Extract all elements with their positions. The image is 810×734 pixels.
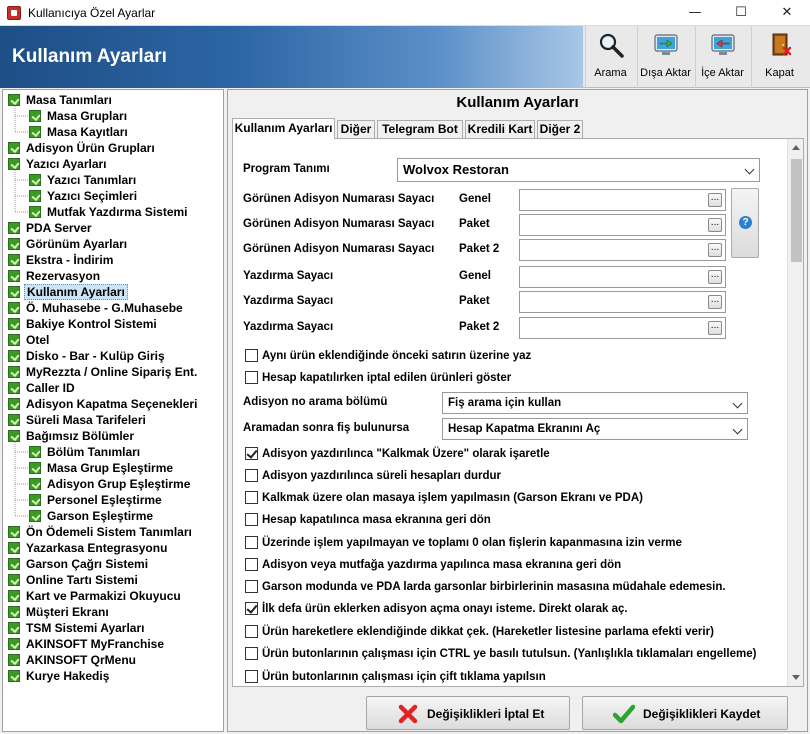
option-checkbox[interactable]: [245, 371, 511, 387]
chevron-down-icon: [745, 165, 755, 175]
tree-node-icon: [29, 462, 41, 474]
tree-node-icon: [29, 494, 41, 506]
tree-node-icon: [8, 558, 20, 570]
tree-item-label: Ö. Muhasebe - G.Muhasebe: [26, 301, 183, 315]
option-checkbox[interactable]: [245, 647, 756, 663]
tree-item-label: Adisyon Kapatma Seçenekleri: [26, 397, 198, 411]
tree-item-label: Adisyon Ürün Grupları: [26, 141, 155, 155]
import-tool-button[interactable]: [695, 26, 749, 88]
tree-item[interactable]: [8, 428, 136, 444]
option-label: Ürün butonlarının çalışması için CTRL ye basılı tutulsun. (Yanlışlıkla tıklamaları engelleme): [262, 648, 757, 660]
ellipsis-icon[interactable]: ...: [708, 218, 722, 232]
counter-input[interactable]: [519, 189, 726, 211]
tree-item-label: PDA Server: [26, 221, 92, 235]
tree-item[interactable]: [8, 348, 167, 364]
option-checkbox[interactable]: [245, 491, 643, 507]
tree-node-icon: [29, 446, 41, 458]
vertical-scrollbar[interactable]: [787, 139, 804, 686]
tree-item[interactable]: [29, 172, 138, 188]
tree-node-icon: [8, 654, 20, 666]
counter-input[interactable]: [519, 317, 726, 339]
option-label: Üzerinde işlem yapılmayan ve toplamı 0 olan fişlerin kapanmasına izin verme: [262, 537, 682, 549]
tree-node-icon: [8, 142, 20, 154]
tree-item-label: Yazıcı Seçimleri: [47, 189, 138, 203]
option-label: Adisyon yazdırılınca süreli hesapları durdur: [262, 470, 502, 482]
option-checkbox[interactable]: [245, 670, 546, 686]
tab-telegram-bot[interactable]: Telegram Bot: [377, 120, 463, 139]
tree-item[interactable]: [8, 236, 129, 252]
tree-item[interactable]: [8, 572, 140, 588]
cancel-changes-label: Değişiklikleri İptal Et: [427, 707, 545, 721]
tree-item[interactable]: [8, 140, 157, 156]
tree-item-label: Görünüm Ayarları: [26, 237, 128, 251]
tree-item-label: Süreli Masa Tarifeleri: [26, 413, 146, 427]
tree-item-label: Ön Ödemeli Sistem Tanımları: [26, 525, 192, 539]
option-checkbox[interactable]: [245, 580, 726, 596]
minimize-button[interactable]: —: [688, 5, 702, 20]
option-checkbox[interactable]: [245, 536, 682, 552]
header-band: [0, 26, 810, 88]
tree-item[interactable]: [8, 620, 147, 636]
option-label: Garson modunda ve PDA larda garsonlar birbirlerinin masasına müdahale edemesin.: [262, 581, 726, 593]
option-label: Adisyon veya mutfağa yazdırma yapılınca masa ekranına geri dön: [262, 559, 622, 571]
option-checkbox[interactable]: [245, 469, 501, 485]
tree-item-label: Yazıcı Ayarları: [26, 157, 107, 171]
option-label: Hesap kapatılırken iptal edilen ürünleri göster: [262, 372, 512, 384]
tree-item[interactable]: [8, 92, 114, 108]
tree-item-label: Garson Çağrı Sistemi: [26, 557, 149, 571]
tree-item[interactable]: [8, 396, 199, 412]
tree-node-icon: [8, 158, 20, 170]
tree-item-label: TSM Sistemi Ayarları: [26, 621, 145, 635]
tree-item[interactable]: [8, 412, 148, 428]
tree-item-label: Personel Eşleştirme: [47, 493, 162, 507]
option-checkbox[interactable]: [245, 513, 491, 529]
cancel-changes-button[interactable]: [366, 696, 570, 730]
tree-item-label: Kart ve Parmakizi Okuyucu: [26, 589, 181, 603]
counter-label: Görünen Adisyon Numarası Sayacı: [243, 218, 435, 230]
checkbox-icon[interactable]: [245, 349, 258, 362]
tree-node-icon: [8, 366, 20, 378]
tree-node-icon: [8, 302, 20, 314]
search-section-value: Fiş arama için kullan: [448, 397, 562, 409]
ellipsis-icon[interactable]: ...: [708, 193, 722, 207]
tree-item-label: Online Tartı Sistemi: [26, 573, 138, 587]
scroll-down-icon[interactable]: [792, 675, 800, 680]
tree-item[interactable]: [8, 556, 150, 572]
tree-item-label: Masa Kayıtları: [47, 125, 128, 139]
red-x-icon: [397, 703, 419, 725]
close-tool-label: Kapat: [765, 67, 794, 79]
option-checkbox[interactable]: [245, 349, 531, 365]
chevron-down-icon: [733, 399, 743, 409]
tree-item-label: Otel: [26, 333, 50, 347]
green-check-icon: [613, 703, 635, 725]
tree-node-icon: [29, 174, 41, 186]
counter-label: Görünen Adisyon Numarası Sayacı: [243, 193, 435, 205]
checkbox-icon[interactable]: [245, 647, 258, 660]
tree-node-icon: [29, 478, 41, 490]
panel-title: Kullanım Ayarları: [456, 94, 579, 111]
tab-kredili-kart[interactable]: Kredili Kart: [465, 120, 535, 139]
tree-item-label: Masa Grupları: [47, 109, 128, 123]
ellipsis-icon[interactable]: ...: [708, 270, 722, 284]
counter-label: Görünen Adisyon Numarası Sayacı: [243, 243, 435, 255]
tree-item[interactable]: [8, 524, 194, 540]
tree-item-label: Masa Grup Eşleştirme: [47, 461, 174, 475]
tree-node-icon: [8, 334, 20, 346]
counter-input[interactable]: [519, 266, 726, 288]
checkbox-icon[interactable]: [245, 469, 258, 482]
tree-item[interactable]: [8, 636, 166, 652]
checkbox-icon[interactable]: [245, 513, 258, 526]
tree-item[interactable]: [8, 652, 138, 668]
tree-node-icon: [8, 622, 20, 634]
tree-item[interactable]: [8, 268, 102, 284]
tree-node-icon: [8, 542, 20, 554]
tree-item-label: AKINSOFT MyFranchise: [26, 637, 165, 651]
option-label: Hesap kapatılınca masa ekranına geri dön: [262, 514, 491, 526]
ellipsis-icon[interactable]: ...: [708, 243, 722, 257]
tree-item[interactable]: [8, 220, 94, 236]
tree-node-icon: [8, 430, 20, 442]
tab-content: [232, 138, 804, 687]
checkbox-icon[interactable]: [245, 602, 258, 615]
tree-node-icon: [29, 206, 41, 218]
tree-item[interactable]: [29, 108, 129, 124]
tree-node-icon: [8, 670, 20, 682]
counter-type-label: Paket 2: [459, 243, 500, 255]
tree-item-label: Bağımsız Bölümler: [26, 429, 135, 443]
export-tool-label: Dışa Aktar: [640, 67, 691, 79]
tree-item-label: Bakiye Kontrol Sistemi: [26, 317, 157, 331]
import-tool-label: İçe Aktar: [701, 67, 744, 79]
counter-label: Yazdırma Sayacı: [243, 270, 334, 282]
close-door-icon: [767, 32, 793, 58]
tree-node-icon: [8, 270, 20, 282]
ellipsis-icon[interactable]: ...: [708, 295, 722, 309]
after-search-select[interactable]: [442, 418, 748, 440]
counter-type-label: Genel: [459, 270, 491, 282]
tree-item[interactable]: [29, 444, 142, 460]
tree-item-label: Garson Eşleştirme: [47, 509, 154, 523]
option-label: Ürün butonlarının çalışması için çift tıklama yapılsın: [262, 671, 546, 683]
question-icon: ?: [739, 216, 752, 229]
chevron-down-icon: [733, 425, 743, 435]
tree-item-label: MyRezzta / Online Sipariş Ent.: [26, 365, 198, 379]
import-icon: [710, 32, 736, 58]
tree-node-icon: [8, 94, 20, 106]
option-checkbox[interactable]: [245, 447, 550, 463]
settings-tree[interactable]: [2, 89, 224, 732]
tree-node-icon: [29, 126, 41, 138]
tree-node-icon: [8, 414, 20, 426]
tree-node-icon: [8, 350, 20, 362]
after-search-value: Hesap Kapatma Ekranını Aç: [448, 423, 601, 435]
checkbox-icon[interactable]: [245, 670, 258, 683]
tree-node-icon: [8, 590, 20, 602]
app-icon: [7, 6, 21, 20]
after-search-label: Aramadan sonra fiş bulunursa: [243, 422, 410, 434]
counter-label: Yazdırma Sayacı: [243, 321, 334, 333]
tree-node-icon: [8, 254, 20, 266]
search-tool-button[interactable]: [585, 26, 635, 88]
tree-node-icon: [8, 574, 20, 586]
counter-label: Yazdırma Sayacı: [243, 295, 334, 307]
checkbox-icon[interactable]: [245, 371, 258, 384]
tree-item-label: Kullanım Ayarları: [24, 284, 128, 300]
ellipsis-icon[interactable]: ...: [708, 321, 722, 335]
tree-item[interactable]: [8, 668, 111, 684]
search-tool-label: Arama: [594, 67, 627, 79]
tree-item[interactable]: [29, 124, 130, 140]
tree-item[interactable]: [8, 380, 77, 396]
tab-diger[interactable]: Diğer: [337, 120, 375, 139]
checkbox-icon[interactable]: [245, 580, 258, 593]
save-changes-label: Değişiklikleri Kaydet: [643, 707, 761, 721]
magnifier-icon: [598, 32, 624, 58]
option-label: Kalkmak üzere olan masaya işlem yapılmasın (Garson Ekranı ve PDA): [262, 492, 643, 504]
tree-item-label: Ekstra - İndirim: [26, 253, 114, 267]
tree-node-icon: [8, 638, 20, 650]
counter-input[interactable]: [519, 239, 726, 261]
tree-item-label: AKINSOFT QrMenu: [26, 653, 136, 667]
tree-item[interactable]: [8, 252, 115, 268]
tree-node-icon: [8, 286, 20, 298]
counter-type-label: Paket: [459, 295, 490, 307]
tree-node-icon: [29, 190, 41, 202]
header-title: Kullanım Ayarları: [12, 46, 167, 67]
tree-node-icon: [8, 222, 20, 234]
checkbox-icon[interactable]: [245, 536, 258, 549]
tab-diger-2[interactable]: Diğer 2: [537, 120, 583, 139]
tree-item[interactable]: [8, 540, 169, 556]
tree-item-label: Müşteri Ekranı: [26, 605, 109, 619]
tree-item[interactable]: [8, 156, 109, 172]
tree-item-label: Adisyon Grup Eşleştirme: [47, 477, 191, 491]
search-section-select[interactable]: [442, 392, 748, 414]
tree-item[interactable]: [29, 476, 192, 492]
window-title: Kullanıcıya Özel Ayarlar: [28, 6, 156, 20]
tree-item[interactable]: [8, 316, 159, 332]
header-banner: [0, 26, 583, 88]
search-section-label: Adisyon no arama bölümü: [243, 396, 388, 408]
tree-item[interactable]: [29, 460, 175, 476]
tree-node-icon: [8, 318, 20, 330]
counter-input[interactable]: [519, 291, 726, 313]
program-select-value: Wolvox Restoran: [403, 162, 509, 177]
tree-item-label: Yazarkasa Entegrasyonu: [26, 541, 168, 555]
checkbox-icon[interactable]: [245, 558, 258, 571]
option-label: Aynı ürün eklendiğinde önceki satırın üzerine yaz: [262, 350, 532, 362]
checkbox-icon[interactable]: [245, 491, 258, 504]
tree-item-label: Masa Tanımları: [26, 93, 112, 107]
tree-node-icon: [8, 382, 20, 394]
export-tool-button[interactable]: [637, 26, 693, 88]
tree-item-label: Disko - Bar - Kulüp Giriş: [26, 349, 165, 363]
option-checkbox[interactable]: [245, 558, 621, 574]
tree-item-label: Caller ID: [26, 381, 75, 395]
tree-item[interactable]: [8, 604, 111, 620]
tree-item-label: Kurye Hakediş: [26, 669, 110, 683]
tree-item[interactable]: [29, 508, 155, 524]
tree-node-icon: [8, 238, 20, 250]
tree-item[interactable]: [29, 188, 139, 204]
option-checkbox[interactable]: [245, 625, 714, 641]
close-tool-button[interactable]: [751, 26, 807, 88]
option-checkbox[interactable]: [245, 602, 628, 618]
scroll-up-icon[interactable]: [792, 145, 800, 150]
tree-node-icon: [8, 606, 20, 618]
counter-input[interactable]: [519, 214, 726, 236]
tree-item[interactable]: [29, 492, 164, 508]
counter-type-label: Genel: [459, 193, 491, 205]
export-icon: [653, 32, 679, 58]
checkbox-icon[interactable]: [245, 447, 258, 460]
scroll-thumb[interactable]: [791, 159, 802, 262]
tree-item[interactable]: [8, 364, 199, 380]
checkbox-icon[interactable]: [245, 625, 258, 638]
help-button[interactable]: [731, 188, 759, 258]
tree-node-icon: [8, 398, 20, 410]
tree-item[interactable]: [8, 284, 128, 300]
tree-item-label: Bölüm Tanımları: [47, 445, 141, 459]
tree-item[interactable]: [8, 300, 185, 316]
close-window-button[interactable]: ✕: [781, 5, 793, 20]
tree-item[interactable]: [8, 588, 183, 604]
maximize-button[interactable]: ☐: [735, 5, 747, 20]
option-label: Ürün hareketlere eklendiğinde dikkat çek. (Hareketler listesine parlama efekti verir): [262, 626, 714, 638]
program-label: Program Tanımı: [243, 163, 330, 175]
tree-node-icon: [29, 510, 41, 522]
window-title-bar: [0, 0, 810, 26]
tree-item[interactable]: [29, 204, 190, 220]
tree-item-label: Mutfak Yazdırma Sistemi: [47, 205, 188, 219]
save-changes-button[interactable]: [582, 696, 788, 730]
tree-node-icon: [29, 110, 41, 122]
tree-item-label: Rezervasyon: [26, 269, 101, 283]
option-label: Adisyon yazdırılınca "Kalkmak Üzere" olarak işaretle: [262, 448, 550, 460]
tree-node-icon: [8, 526, 20, 538]
tab-kullanim-ayarlari[interactable]: Kullanım Ayarları: [232, 118, 335, 139]
counter-type-label: Paket 2: [459, 321, 500, 333]
settings-panel: [227, 89, 808, 732]
counter-type-label: Paket: [459, 218, 490, 230]
tree-item[interactable]: [8, 332, 51, 348]
program-select[interactable]: [397, 158, 760, 182]
option-label: İlk defa ürün eklerken adisyon açma onayı isteme. Direkt olarak aç.: [262, 603, 628, 615]
tree-item-label: Yazıcı Tanımları: [47, 173, 137, 187]
